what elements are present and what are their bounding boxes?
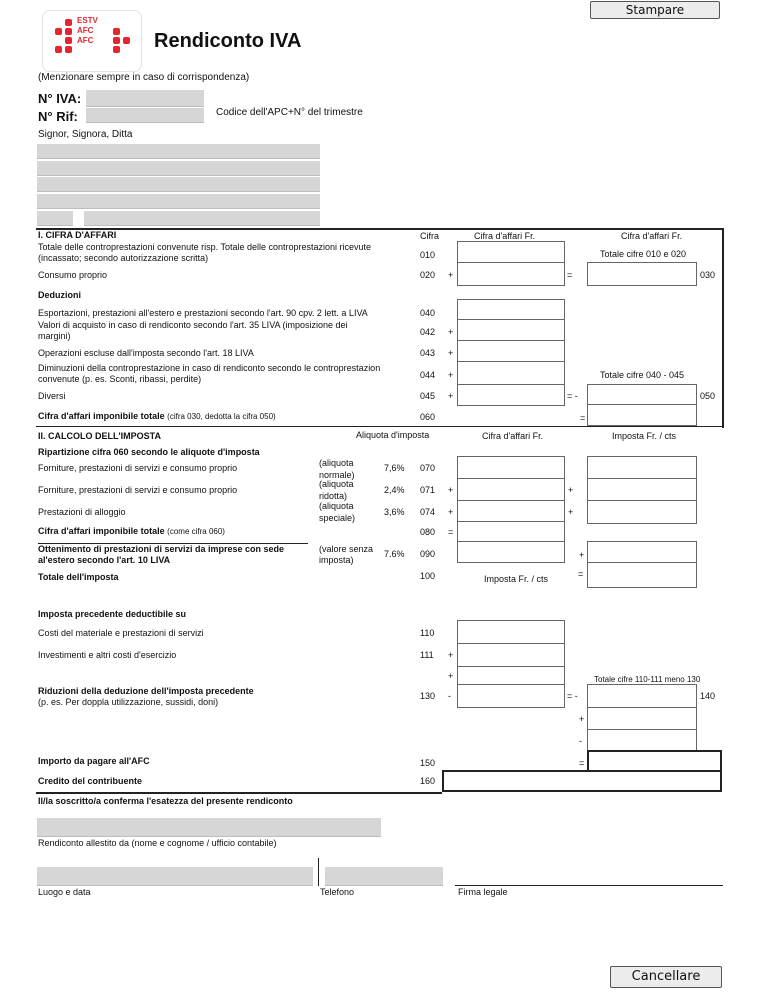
row-074-note: (aliquota speciale) [319,501,356,523]
code-044: 044 [420,370,436,380]
code-030: 030 [700,270,716,280]
field-140[interactable] [587,684,697,708]
signature-label: Firma legale [458,887,508,897]
plus-130-pre: + [448,671,454,681]
tax-090[interactable] [587,541,697,563]
total-010-020-label: Totale cifre 010 e 020 [600,249,687,259]
phone-label: Telefono [320,887,355,897]
row-045-label: Diversi [38,391,66,401]
address-line-4[interactable] [37,194,320,209]
address-line-2[interactable] [37,161,320,176]
tax-074[interactable] [587,500,697,524]
phone-field[interactable] [325,867,443,886]
place-date-field[interactable] [37,867,313,886]
precedente-label: Imposta precedente deductibile su [38,609,187,619]
row-160-label: Credito del contribuente [38,776,143,786]
prepared-by-field[interactable] [37,818,381,837]
row-080-label [38,526,225,536]
ripartizione-label: Ripartizione cifra 060 secondo le aliquote d'imposta [38,447,260,457]
address-city[interactable] [84,211,320,226]
field-040[interactable] [457,299,565,321]
signature-line [455,885,723,886]
code-074: 074 [420,507,436,517]
plus-042: + [448,327,454,337]
code-090: 090 [420,549,436,559]
row-080-bold: Cifra d'affari imponibile totale [38,526,165,536]
address-line-1[interactable] [37,144,320,159]
field-071[interactable] [457,478,565,502]
iva-label: N° IVA: [38,91,82,106]
estv-logo [42,10,142,72]
plus-090-tax: + [579,550,585,560]
row-100-label: Totale dell'imposta [38,572,119,582]
eq-060: = [580,413,586,423]
eq-100: = [578,569,584,579]
code-110: 110 [420,628,435,638]
field-110[interactable] [457,620,565,644]
col-imposta: Imposta Fr. / cts [612,431,677,441]
plus-150-pre: + [579,714,585,724]
tax-070[interactable] [587,456,697,480]
deduzioni-label: Deduzioni [38,290,81,300]
code-043: 043 [420,348,436,358]
plus-074-tax: + [568,507,574,517]
rate-071: 2,4% [384,485,405,495]
field-111[interactable] [457,643,565,667]
tax-minus[interactable] [587,729,697,751]
row-060-bold: Cifra d'affari imponibile totale [38,411,165,421]
tax-071[interactable] [587,478,697,502]
row-040-label: Esportazioni, prestazioni all'estero e prestazioni secondo l'art. 90 cpv. 2 lett. a LIVA [38,308,368,318]
address-line-3[interactable] [37,177,320,192]
row-074-label: Prestazioni di alloggio [38,507,126,517]
code-071: 071 [420,485,436,495]
field-020[interactable] [457,262,565,286]
rate-090: 7.6% [384,549,405,559]
row-043-label: Operazioni escluse dall'imposta secondo l'art. 18 LIVA [38,348,254,358]
cancel-button[interactable]: Cancellare [610,966,722,988]
eq-030: = [567,270,573,280]
field-043[interactable] [457,340,565,363]
row-111-label: Investimenti e altri costi d'esercizio [38,650,177,660]
row-110-label: Costi del materiale e prestazioni di servizi [38,628,204,638]
row-060-small: (cifra 030, dedotta la cifra 050) [167,412,276,421]
place-date-label: Luogo e data [38,887,91,897]
row-020-label: Consumo proprio [38,270,108,280]
row-150-label: Importo da pagare all'AFC [38,756,150,766]
eq-080: = [448,527,454,537]
field-150[interactable] [587,750,722,772]
eqminus-140: = - [567,691,578,701]
code-020: 020 [420,270,436,280]
address-postcode[interactable] [37,211,73,226]
field-130[interactable] [457,684,565,708]
col-cifra-affari-1: Cifra d'affari Fr. [474,231,536,241]
row-080-small: (come cifra 060) [167,527,225,536]
row-130-label: Riduzioni della deduzione dell'imposta precedente [38,686,254,696]
row-042-label: Valori di acquisto in caso di rendiconto secondo l'art. 35 LIVA (imposizione dei margini) [38,320,348,341]
row-060-label [38,411,276,421]
field-090[interactable] [457,541,565,563]
rif-number-field[interactable] [86,108,204,123]
tax-100[interactable] [587,562,697,588]
iva-number-field[interactable] [86,90,204,107]
total-110-130-label: Totale cifre 110-111 meno 130 [594,675,701,684]
plus-071: + [448,485,454,495]
code-060: 060 [420,412,436,422]
plus-044: + [448,370,454,380]
code-150: 150 [420,758,436,768]
addressee-label: Signor, Signora, Ditta [38,129,133,140]
plus-043: + [448,348,454,358]
plus-071-tax: + [568,485,574,495]
plus-074: + [448,507,454,517]
page-title: Rendiconto IVA [154,30,302,52]
code-130: 130 [420,691,436,701]
rate-074: 3,6% [384,507,405,517]
code-080: 080 [420,527,436,537]
row-090-note: (valore senza imposta) [319,544,374,565]
code-140: 140 [700,691,716,701]
field-060[interactable] [587,404,697,426]
confirmation-text: Il/la soscritto/a conferma l'esatezza del presente rendiconto [38,796,293,806]
logo-line-2: AFC [77,26,94,35]
prepared-by-label: Rendiconto allestito da (nome e cognome / ufficio contabile) [38,838,277,848]
eq-150: = [579,758,585,768]
row-090-label: Ottenimento di prestazioni di servizi da imprese con sede al'estero secondo l'art. 10 LIVA [38,543,308,566]
code-040: 040 [420,308,436,318]
row-071-label: Forniture, prestazioni di servizi e consumo proprio [38,485,238,495]
code-050: 050 [700,391,716,401]
minus-130: - [448,691,451,701]
imposta-col-label: Imposta Fr. / cts [484,574,549,584]
code-045: 045 [420,391,436,401]
field-070[interactable] [457,456,565,480]
print-button[interactable]: Stampare [590,1,720,19]
eqminus-050: = - [567,391,578,401]
plus-111: + [448,650,454,660]
field-030[interactable] [587,262,697,286]
correspondence-note: (Menzionare sempre in caso di corrispondenza) [38,72,250,83]
code-160: 160 [420,776,436,786]
code-010: 010 [420,250,436,260]
row-010-label: Totale delle controprestazioni convenute risp. Totale delle controprestazioni ricevute (incassato; secondo autorizzazione scritta) [38,242,372,263]
field-045[interactable] [457,384,565,406]
field-042[interactable] [457,319,565,342]
logo-line-1: ESTV [77,16,98,25]
rif-label: N° Rif: [38,109,78,124]
col-cifra: Cifra [420,231,440,241]
tax-plus[interactable] [587,707,697,731]
row-070-note: (aliquota normale) [319,458,355,480]
total-040-045-label: Totale cifre 040 - 045 [600,370,685,380]
col-cifra-affari-s2: Cifra d'affari Fr. [482,431,544,441]
field-160[interactable] [442,770,722,792]
field-130-spacer[interactable] [457,666,565,686]
field-044[interactable] [457,361,565,386]
minus-150-pre: - [579,736,582,746]
plus-020: + [448,270,454,280]
field-080[interactable] [457,521,565,543]
section-2-title: II. CALCOLO DELL'IMPOSTA [38,431,161,441]
row-071-note: (aliquota ridotta) [319,479,354,501]
code-111: 111 [420,650,434,660]
row-130-sub: (p. es. Per doppla utilizzazione, sussidi, doni) [38,697,219,707]
col-cifra-affari-2: Cifra d'affari Fr. [621,231,683,241]
code-042: 042 [420,327,436,337]
section-1-title: I. CIFRA D'AFFARI [38,230,117,240]
apc-code-label: Codice dell'APC+N° del trimestre [216,107,363,118]
col-aliquota: Aliquota d'imposta [356,430,430,440]
rate-070: 7,6% [384,463,405,473]
row-044-label: Diminuzioni della controprestazione in caso di rendiconto secondo le controprestazion convenute (p. es. Sconti, ribassi, perdite) [38,363,381,384]
code-100: 100 [420,571,436,581]
field-050[interactable] [587,384,697,406]
plus-045: + [448,391,454,401]
logo-line-3: AFC [77,36,94,45]
code-070: 070 [420,463,436,473]
row-070-label: Forniture, prestazioni di servizi e consumo proprio [38,463,238,473]
